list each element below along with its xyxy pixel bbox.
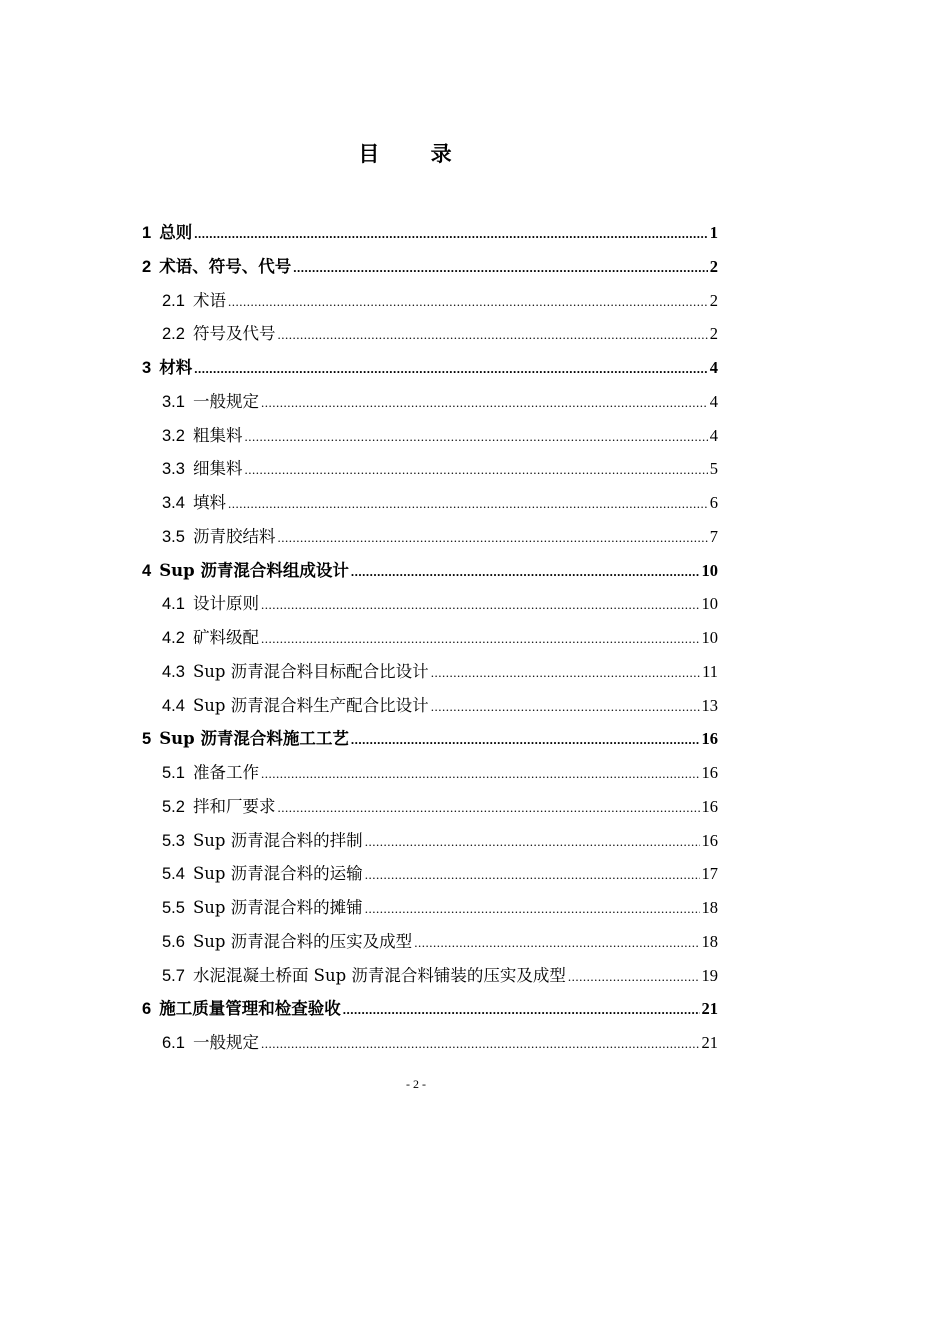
dot-leader bbox=[293, 251, 708, 285]
toc-entry-title: 术语、符号、代号 bbox=[159, 256, 292, 276]
toc-entry-page: 19 bbox=[701, 965, 718, 985]
dot-leader bbox=[261, 1027, 700, 1061]
toc-entry-page: 4 bbox=[709, 425, 718, 445]
toc-section-entry[interactable] bbox=[142, 284, 718, 318]
toc-entry-page: 16 bbox=[701, 763, 718, 782]
toc-entry-title: 填料 bbox=[192, 493, 226, 512]
toc-entry-title: 符号及代号 bbox=[192, 324, 276, 344]
toc-chapter-entry[interactable] bbox=[142, 722, 718, 756]
toc-entry-page: 13 bbox=[701, 695, 718, 715]
toc-entry-number: 3.5 bbox=[162, 527, 185, 546]
dot-leader bbox=[244, 453, 707, 487]
toc-entry-page: 10 bbox=[701, 560, 718, 580]
toc-section-entry[interactable] bbox=[142, 824, 718, 858]
toc-entry-title: Sup 沥青混合料目标配合比设计 bbox=[192, 661, 429, 681]
toc-entry-number: 4.1 bbox=[162, 595, 185, 614]
toc-entry-page: 2 bbox=[709, 290, 718, 310]
toc-entry-page: 21 bbox=[701, 999, 718, 1019]
toc-chapter-entry[interactable] bbox=[142, 250, 718, 284]
toc-section-entry[interactable] bbox=[142, 689, 718, 723]
toc-entry-page: 2 bbox=[709, 256, 718, 276]
toc-section-entry[interactable] bbox=[142, 655, 718, 689]
dot-leader bbox=[244, 420, 707, 454]
toc-entry-page: 18 bbox=[701, 931, 718, 951]
toc-entry-number: 5.7 bbox=[162, 966, 185, 985]
dot-leader bbox=[351, 555, 700, 589]
toc-entry-title: 沥青胶结料 bbox=[192, 526, 276, 546]
toc-section-entry[interactable] bbox=[142, 452, 718, 486]
toc-entry-title: 矿料级配 bbox=[192, 628, 259, 647]
toc-entry-number: 3.2 bbox=[162, 426, 185, 445]
toc-entry-page: 21 bbox=[701, 1033, 718, 1052]
page-number: - 2 - bbox=[406, 1077, 426, 1091]
toc-section-entry[interactable] bbox=[142, 385, 718, 419]
toc-entry-page: 1 bbox=[709, 223, 718, 242]
dot-leader bbox=[261, 622, 700, 656]
toc-entry-title: 准备工作 bbox=[192, 763, 259, 782]
toc-entry-title: Sup 沥青混合料组成设计 bbox=[159, 560, 349, 580]
dot-leader bbox=[343, 993, 700, 1027]
toc-entry-number: 4 bbox=[142, 561, 152, 580]
dot-leader bbox=[414, 926, 699, 960]
toc-chapter-entry[interactable] bbox=[142, 992, 718, 1026]
toc-entry-number: 4.2 bbox=[162, 629, 185, 647]
toc-entry-page: 4 bbox=[709, 358, 718, 377]
toc-entry-page: 10 bbox=[701, 594, 718, 614]
toc-entry-page: 11 bbox=[702, 661, 718, 681]
dot-leader bbox=[431, 656, 700, 690]
toc-section-entry[interactable] bbox=[142, 925, 718, 959]
table-of-contents bbox=[142, 216, 718, 1060]
dot-leader bbox=[261, 757, 700, 791]
toc-section-entry[interactable] bbox=[142, 1026, 718, 1060]
dot-leader bbox=[351, 723, 700, 757]
toc-entry-number: 2 bbox=[142, 257, 152, 276]
dot-leader bbox=[277, 521, 707, 555]
toc-entry-page: 6 bbox=[709, 493, 718, 512]
toc-section-entry[interactable] bbox=[142, 621, 718, 655]
toc-entry-number: 3.1 bbox=[162, 392, 185, 411]
dot-leader bbox=[261, 386, 708, 420]
dot-leader bbox=[365, 825, 700, 859]
dot-leader bbox=[277, 318, 707, 352]
toc-section-entry[interactable] bbox=[142, 520, 718, 554]
toc-entry-page: 17 bbox=[701, 864, 718, 884]
toc-entry-title: Sup 沥青混合料的运输 bbox=[192, 864, 363, 884]
toc-entry-title: 拌和厂要求 bbox=[192, 796, 276, 816]
toc-entry-number: 5.1 bbox=[162, 764, 185, 782]
toc-entry-page: 7 bbox=[709, 526, 718, 546]
toc-entry-title: 细集料 bbox=[192, 459, 243, 479]
toc-entry-number: 5 bbox=[142, 730, 152, 749]
toc-chapter-entry[interactable] bbox=[142, 351, 718, 385]
toc-chapter-entry[interactable] bbox=[142, 216, 718, 250]
toc-entry-number: 5.4 bbox=[162, 865, 185, 884]
toc-entry-page: 16 bbox=[701, 830, 718, 850]
toc-entry-page: 16 bbox=[701, 796, 718, 816]
toc-entry-number: 4.4 bbox=[162, 696, 185, 715]
page-title: 目 录 bbox=[358, 142, 474, 166]
toc-entry-title: 水泥混凝土桥面 Sup 沥青混合料铺装的压实及成型 bbox=[192, 965, 566, 985]
toc-chapter-entry[interactable] bbox=[142, 554, 718, 588]
toc-entry-title: 材料 bbox=[159, 358, 193, 377]
toc-entry-title: 粗集料 bbox=[192, 425, 243, 445]
toc-entry-title: 一般规定 bbox=[192, 1033, 259, 1052]
toc-entry-number: 5.2 bbox=[162, 797, 185, 816]
toc-entry-number: 6.1 bbox=[162, 1034, 185, 1052]
dot-leader bbox=[277, 791, 699, 825]
toc-entry-number: 3.4 bbox=[162, 494, 185, 512]
toc-entry-title: 一般规定 bbox=[192, 391, 259, 411]
toc-entry-page: 4 bbox=[709, 391, 718, 411]
dot-leader bbox=[431, 690, 700, 724]
toc-entry-page: 10 bbox=[701, 628, 718, 647]
toc-entry-number: 3.3 bbox=[162, 460, 185, 479]
toc-entry-title: Sup 沥青混合料生产配合比设计 bbox=[192, 695, 429, 715]
toc-entry-number: 4.3 bbox=[162, 662, 185, 681]
toc-entry-title: Sup 沥青混合料的摊铺 bbox=[192, 898, 363, 917]
toc-entry-number: 5.5 bbox=[162, 899, 185, 917]
toc-entry-page: 18 bbox=[701, 898, 718, 917]
toc-entry-page: 16 bbox=[701, 729, 718, 749]
toc-section-entry[interactable] bbox=[142, 486, 718, 520]
toc-entry-number: 5.3 bbox=[162, 831, 185, 850]
toc-entry-title: 施工质量管理和检查验收 bbox=[159, 999, 341, 1019]
toc-section-entry[interactable] bbox=[142, 587, 718, 621]
toc-entry-page: 2 bbox=[709, 324, 718, 344]
dot-leader bbox=[194, 352, 708, 386]
toc-entry-title: Sup 沥青混合料的拌制 bbox=[192, 830, 363, 850]
toc-section-entry[interactable] bbox=[142, 857, 718, 891]
toc-entry-number: 1 bbox=[142, 224, 152, 242]
toc-entry-title: 总则 bbox=[159, 223, 193, 242]
toc-entry-number: 2.1 bbox=[162, 291, 185, 310]
toc-entry-title: Sup 沥青混合料的压实及成型 bbox=[192, 931, 413, 951]
dot-leader bbox=[261, 588, 700, 622]
toc-section-entry[interactable] bbox=[142, 419, 718, 453]
toc-section-entry[interactable] bbox=[142, 756, 718, 790]
toc-entry-number: 3 bbox=[142, 359, 152, 377]
dot-leader bbox=[228, 487, 708, 521]
toc-entry-title: 设计原则 bbox=[192, 594, 259, 614]
toc-section-entry[interactable] bbox=[142, 959, 718, 993]
dot-leader bbox=[568, 960, 700, 994]
toc-entry-number: 2.2 bbox=[162, 325, 185, 344]
toc-section-entry[interactable] bbox=[142, 317, 718, 351]
toc-entry-page: 5 bbox=[709, 459, 718, 479]
toc-entry-number: 5.6 bbox=[162, 932, 185, 951]
dot-leader bbox=[194, 217, 708, 251]
toc-section-entry[interactable] bbox=[142, 790, 718, 824]
toc-entry-title: 术语 bbox=[192, 290, 226, 310]
dot-leader bbox=[365, 892, 700, 926]
toc-entry-title: Sup 沥青混合料施工工艺 bbox=[159, 729, 349, 749]
toc-section-entry[interactable] bbox=[142, 891, 718, 925]
toc-entry-number: 6 bbox=[142, 1000, 152, 1019]
dot-leader bbox=[365, 858, 700, 892]
dot-leader bbox=[228, 285, 708, 319]
